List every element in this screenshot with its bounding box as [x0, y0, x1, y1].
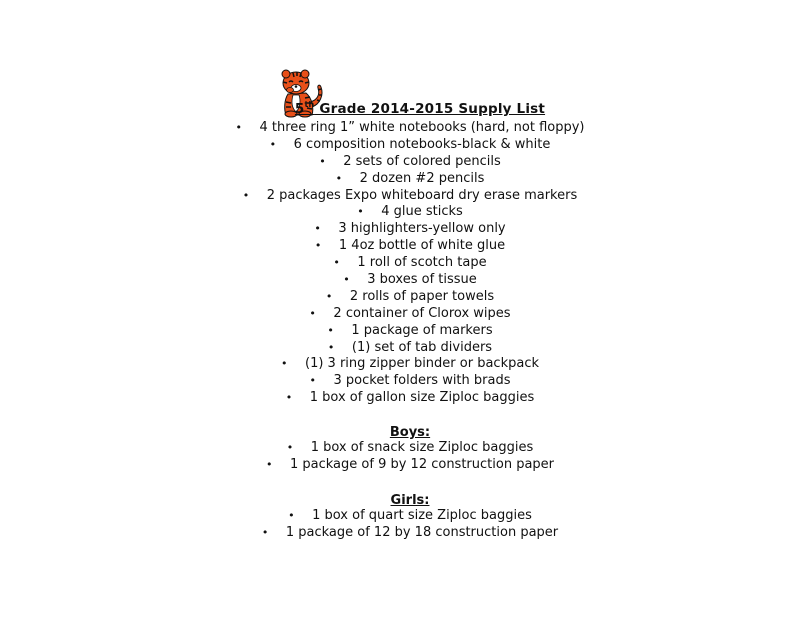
list-item: • 6 composition notebooks-black & white: [269, 136, 551, 152]
bullet-icon: •: [269, 137, 277, 151]
list-item: • 3 boxes of tissue: [343, 272, 477, 288]
list-item: • 1 box of snack size Ziploc baggies: [286, 440, 534, 455]
bullet-icon: •: [242, 188, 250, 202]
bullet-icon: •: [281, 357, 288, 371]
list-item: • 3 highlighters-yellow only: [314, 221, 506, 237]
bullet-icon: •: [343, 273, 350, 287]
bullet-icon: •: [309, 374, 316, 388]
bullet-icon: •: [327, 323, 334, 337]
list-item: • 1 package of 9 by 12 construction paper: [265, 456, 555, 472]
girls-supply-list: [0, 508, 800, 542]
boys-heading: Boys:: [389, 425, 431, 440]
list-item: • 1 package of 12 by 18 construction paper: [261, 524, 559, 540]
list-item: • 4 three ring 1” white notebooks (hard, not floppy): [235, 120, 585, 135]
list-item: • (1) 3 ring zipper binder or backpack: [281, 356, 539, 372]
list-item: • 1 box of quart size Ziploc baggies: [288, 508, 532, 523]
bullet-icon: •: [325, 289, 333, 303]
main-supply-list: [0, 120, 800, 407]
list-item: • 1 roll of scotch tape: [333, 255, 487, 271]
list-item: • (1) set of tab dividers: [327, 339, 493, 355]
bullet-icon: •: [333, 256, 340, 270]
bullet-icon: •: [335, 171, 343, 185]
list-item: • 1 package of markers: [327, 322, 493, 338]
boys-supply-list: [0, 440, 800, 474]
bullet-icon: •: [265, 457, 273, 471]
bullet-icon: •: [309, 306, 316, 320]
page-title: [0, 101, 800, 117]
title-grade-number: 5: [294, 101, 305, 117]
bullet-icon: •: [327, 340, 335, 354]
bullet-icon: •: [319, 154, 326, 168]
list-item: • 1 4oz bottle of white glue: [314, 238, 506, 254]
title-text: Grade 2014-2015 Supply List: [314, 101, 546, 117]
bullet-icon: •: [285, 391, 293, 405]
bullet-icon: •: [357, 205, 364, 219]
bullet-icon: •: [314, 239, 322, 253]
list-item: • 2 dozen #2 pencils: [335, 170, 485, 186]
bullet-icon: •: [261, 525, 269, 539]
list-item: • 2 container of Clorox wipes: [309, 305, 511, 321]
list-item: • 4 glue sticks: [357, 204, 463, 220]
bullet-icon: •: [314, 222, 321, 236]
girls-heading: Girls:: [390, 493, 430, 508]
bullet-icon: •: [288, 509, 295, 522]
title-grade-suffix: th: [304, 100, 315, 109]
list-item: • 2 rolls of paper towels: [325, 288, 495, 304]
bullet-icon: •: [286, 441, 294, 454]
bullet-icon: •: [235, 121, 242, 134]
list-item: • 2 packages Expo whiteboard dry erase markers: [242, 187, 578, 203]
list-item: • 3 pocket folders with brads: [309, 373, 511, 389]
list-item: • 1 box of gallon size Ziploc baggies: [285, 390, 535, 406]
list-item: • 2 sets of colored pencils: [319, 153, 501, 169]
